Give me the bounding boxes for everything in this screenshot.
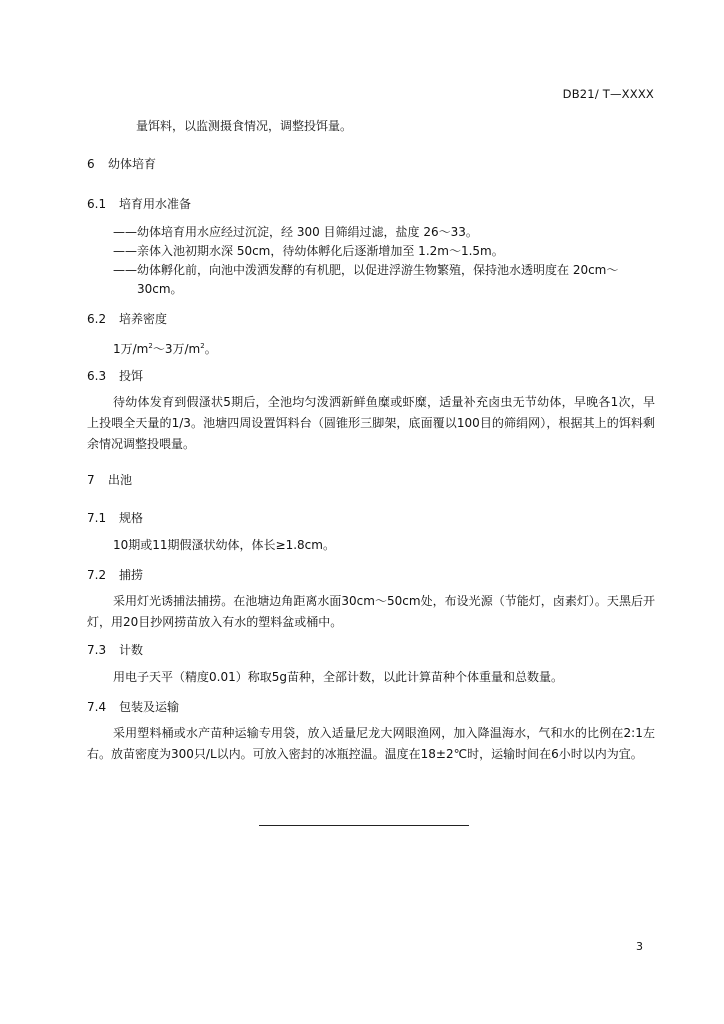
section-number: 6.3 — [87, 369, 107, 383]
list-item: ——亲体入池初期水深 50cm，待幼体孵化后逐渐增加至 1.2m～1.5m。 — [113, 244, 504, 258]
section-title: 培养密度 — [119, 312, 168, 326]
section-title: 出池 — [108, 473, 133, 487]
section-title: 幼体培育 — [108, 157, 157, 171]
continuation-text: 量饵料，以监测摄食情况，调整投饵量。 — [136, 119, 353, 133]
section-6-1-heading — [87, 195, 191, 212]
list-item: ——幼体培育用水应经过沉淀，经 300 目筛绢过滤，盐度 26～33。 — [113, 225, 478, 239]
standard-code: DB21/ T—XXXX — [562, 87, 654, 101]
section-7-heading — [87, 471, 132, 488]
section-7-1-heading — [87, 509, 143, 526]
section-title: 培育用水准备 — [119, 197, 192, 211]
section-7-2-heading — [87, 566, 143, 583]
section-6-2-heading — [87, 310, 167, 327]
section-number: 7 — [87, 473, 95, 487]
section-title: 规格 — [119, 511, 144, 525]
list-item-continuation: 30cm。 — [137, 282, 183, 296]
section-title: 捕捞 — [119, 568, 144, 582]
spec-text: 10期或11期假溞状幼体，体长≥1.8cm。 — [113, 538, 335, 552]
section-number: 7.3 — [87, 643, 107, 657]
density-text: 1万$/m^2\sim 3$万$/m^2$。 — [113, 342, 217, 356]
section-number: 7.1 — [87, 511, 107, 525]
feeding-paragraph: 待幼体发育到假溞状5期后，全池均匀泼洒新鲜鱼糜或虾糜，适量补充卤虫无节幼体，早晚各1次，早上投喂全天量的1/3。池塘四周设置饵料台（圆锥形三脚架，底面覆以100目的筛绢网），根据其上的饵料剩余情况调整投喂量。 — [87, 395, 655, 451]
section-number: 7.4 — [87, 700, 107, 714]
section-title: 计数 — [119, 643, 144, 657]
section-6-3-heading — [87, 367, 143, 384]
section-number: 6 — [87, 157, 95, 171]
section-6-heading — [87, 155, 156, 172]
section-7-4-heading — [87, 698, 179, 715]
list-item: ——幼体孵化前，向池中泼洒发酵的有机肥，以促进浮游生物繁殖，保持池水透明度在 20cm～ — [113, 263, 619, 277]
count-text: 用电子天平（精度0.01）称取5g苗种，全部计数，以此计算苗种个体重量和总数量。 — [113, 670, 563, 684]
section-number: 6.1 — [87, 197, 107, 211]
harvest-paragraph: 采用灯光诱捕法捕捞。在池塘边角距离水面30cm～50cm处，布设光源（节能灯，卤素灯）。天黑后开灯，用20目抄网捞苗放入有水的塑料盆或桶中。 — [87, 594, 655, 629]
section-7-3-heading — [87, 641, 143, 658]
section-number: 7.2 — [87, 568, 107, 582]
section-number: 6.2 — [87, 312, 107, 326]
section-title: 包装及运输 — [119, 700, 180, 714]
section-title: 投饵 — [119, 369, 144, 383]
end-rule — [259, 825, 469, 826]
page-number: 3 — [636, 940, 643, 953]
transport-paragraph: 采用塑料桶或水产苗种运输专用袋，放入适量尼龙大网眼渔网，加入降温海水，气和水的比例在2:1左右。放苗密度为300只/L以内。可放入密封的冰瓶控温。温度在18±2℃时，运输时间在6小时以内为宜。 — [87, 726, 655, 761]
